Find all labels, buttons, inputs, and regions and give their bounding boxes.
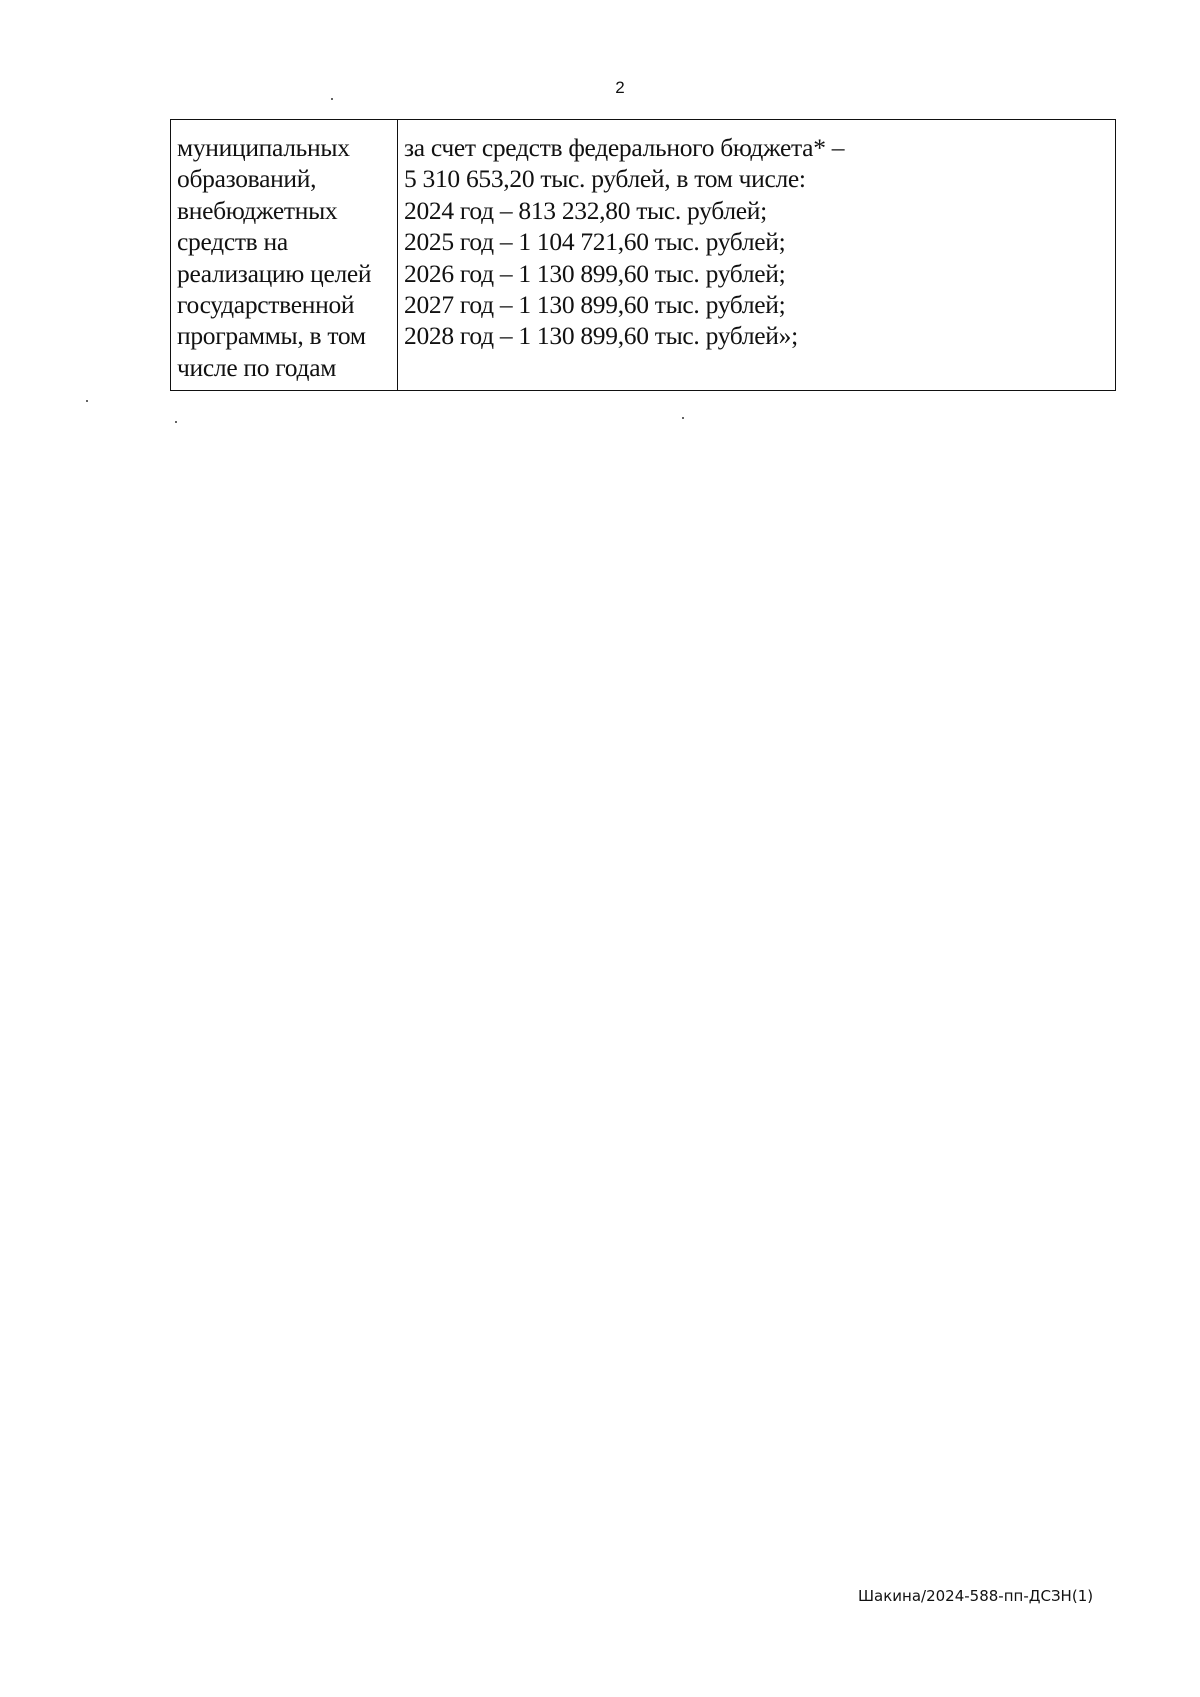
right-cell-line: 2024 год – 813 232,80 тыс. рублей; — [404, 195, 767, 225]
left-cell-line: образований, — [177, 164, 317, 194]
scan-speck — [682, 417, 684, 419]
scan-speck — [175, 421, 177, 423]
funding-amounts-cell — [398, 120, 1115, 390]
page-number: 2 — [615, 78, 625, 97]
left-cell-line: средств на — [177, 227, 288, 257]
right-cell-line: 2028 год – 1 130 899,60 тыс. рублей»; — [404, 321, 798, 351]
document-id: Шакина/2024-588-пп-ДСЗН(1) — [858, 1587, 1094, 1605]
left-cell-line: числе по годам — [177, 352, 337, 382]
left-cell-line: программы, в том — [177, 321, 366, 351]
scan-speck — [331, 98, 333, 100]
right-cell-line: 2027 год – 1 130 899,60 тыс. рублей; — [404, 290, 786, 320]
left-cell-line: государственной — [177, 290, 355, 320]
right-cell-line: 5 310 653,20 тыс. рублей, в том числе: — [404, 164, 806, 194]
right-cell-line: за счет средств федерального бюджета* – — [404, 133, 845, 162]
left-cell-line: реализацию целей — [177, 258, 372, 288]
right-cell-line: 2026 год – 1 130 899,60 тыс. рублей; — [404, 258, 786, 288]
funding-table — [170, 119, 1116, 391]
left-cell-line: внебюджетных — [177, 195, 338, 225]
funding-source-cell — [171, 120, 398, 390]
scan-speck — [86, 400, 88, 402]
right-cell-line: 2025 год – 1 104 721,60 тыс. рублей; — [404, 227, 786, 257]
left-cell-line: муниципальных — [177, 133, 350, 162]
